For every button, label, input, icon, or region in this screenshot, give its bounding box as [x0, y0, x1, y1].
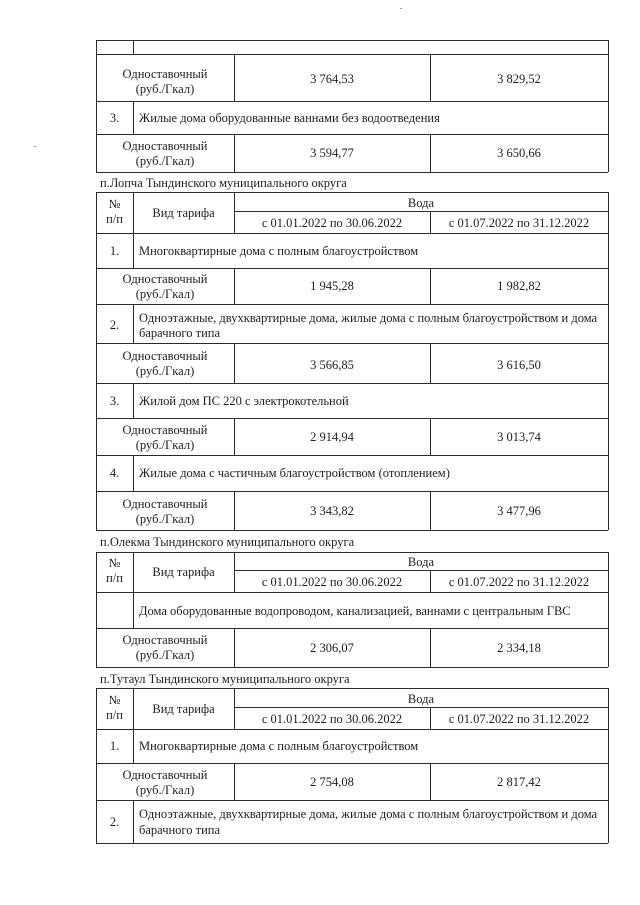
category-name: Дома оборудованные водопроводом, канализацией, ваннами с центральным ГВС [139, 604, 571, 618]
section-title-lopcha: п.Лопча Тындинского муниципального округа [100, 176, 347, 190]
tariff-value-period1: 3 566,85 [310, 358, 354, 372]
category-name: Жилые дома с частичным благоустройством (отоплением) [139, 466, 450, 480]
row-number: 2. [109, 815, 120, 829]
tariff-type-label: Одноставочный [122, 497, 208, 511]
num-header-sub: п/п [106, 571, 123, 585]
category-name: Жилые дома оборудованные ваннами без водоотведения [139, 111, 440, 125]
row-number: 4. [109, 466, 120, 480]
period1-header: с 01.01.2022 по 30.06.2022 [261, 575, 403, 589]
tariff-unit-label: (руб./Гкал) [135, 82, 195, 96]
section-title-tutaul: п.Тутаул Тындинского муниципального округа [100, 672, 350, 686]
tariff-unit-label: (руб./Гкал) [135, 512, 195, 526]
water-header: Вода [407, 196, 435, 210]
tariff-unit-label: (руб./Гкал) [135, 154, 195, 168]
tariff-type-label: Одноставочный [122, 768, 208, 782]
tariff-value-period1: 3 594,77 [310, 146, 354, 160]
row-number: 1. [109, 244, 120, 258]
tariff-value-period2: 3 616,50 [497, 358, 541, 372]
row-number: 2. [109, 318, 120, 332]
tariff-type-header: Вид тарифа [152, 565, 215, 579]
tariff-unit-label: (руб./Гкал) [135, 287, 195, 301]
row-number: 3. [109, 111, 120, 125]
tariff-unit-label: (руб./Гкал) [135, 364, 195, 378]
category-name-line2: барачного типа [139, 823, 221, 837]
scan-speck [34, 146, 36, 147]
tariff-type-label: Одноставочный [122, 272, 208, 286]
tariff-unit-label: (руб./Гкал) [135, 783, 195, 797]
tariff-type-label: Одноставочный [122, 139, 208, 153]
water-header: Вода [407, 692, 435, 706]
tariff-type-header: Вид тарифа [152, 206, 215, 220]
tariff-value-period2: 3 650,66 [497, 146, 541, 160]
tariff-type-label: Одноставочный [122, 423, 208, 437]
row-number: 1. [109, 739, 120, 753]
tariff-type-label: Одноставочный [122, 67, 208, 81]
scan-speck [400, 8, 402, 9]
num-header-sub: п/п [106, 708, 123, 722]
period2-header: с 01.07.2022 по 31.12.2022 [448, 575, 590, 589]
num-header-sub: п/п [106, 212, 123, 226]
tariff-unit-label: (руб./Гкал) [135, 438, 195, 452]
section-title-olekma: п.Олекма Тындинского муниципального округа [100, 535, 355, 549]
tariff-unit-label: (руб./Гкал) [135, 648, 195, 662]
num-header: № [108, 693, 121, 707]
tariff-value-period1: 1 945,28 [310, 279, 354, 293]
category-name-line2: барачного типа [139, 326, 221, 340]
category-name: Жилой дом ПС 220 с электрокотельной [139, 394, 349, 408]
category-name: Многоквартирные дома с полным благоустройством [139, 739, 419, 753]
tariff-type-label: Одноставочный [122, 349, 208, 363]
tariff-value-period2: 2 334,18 [497, 641, 541, 655]
num-header: № [108, 556, 121, 570]
num-header: № [108, 197, 121, 211]
tariff-value-period2: 3 829,52 [497, 72, 541, 86]
period2-header: с 01.07.2022 по 31.12.2022 [448, 712, 590, 726]
category-name: Многоквартирные дома с полным благоустройством [139, 244, 419, 258]
water-header: Вода [407, 555, 435, 569]
tariff-value-period2: 2 817,42 [497, 775, 541, 789]
category-name-line1: Одноэтажные, двухквартирные дома, жилые дома с полным благоустройством и дома [139, 807, 598, 821]
tariff-value-period1: 3 343,82 [310, 504, 354, 518]
tariff-value-period1: 2 306,07 [310, 641, 354, 655]
row-number: 3. [109, 394, 120, 408]
tariff-value-period2: 3 013,74 [497, 430, 541, 444]
tariff-value-period2: 1 982,82 [497, 279, 541, 293]
tariff-value-period2: 3 477,96 [497, 504, 541, 518]
tariff-type-label: Одноставочный [122, 633, 208, 647]
tariff-type-header: Вид тарифа [152, 702, 215, 716]
period1-header: с 01.01.2022 по 30.06.2022 [261, 712, 403, 726]
tariff-value-period1: 2 754,08 [310, 775, 354, 789]
period2-header: с 01.07.2022 по 31.12.2022 [448, 216, 590, 230]
category-name-line1: Одноэтажные, двухквартирные дома, жилые дома с полным благоустройством и дома [139, 311, 598, 325]
tariff-value-period1: 3 764,53 [310, 72, 354, 86]
period1-header: с 01.01.2022 по 30.06.2022 [261, 216, 403, 230]
tariff-value-period1: 2 914,94 [310, 430, 354, 444]
